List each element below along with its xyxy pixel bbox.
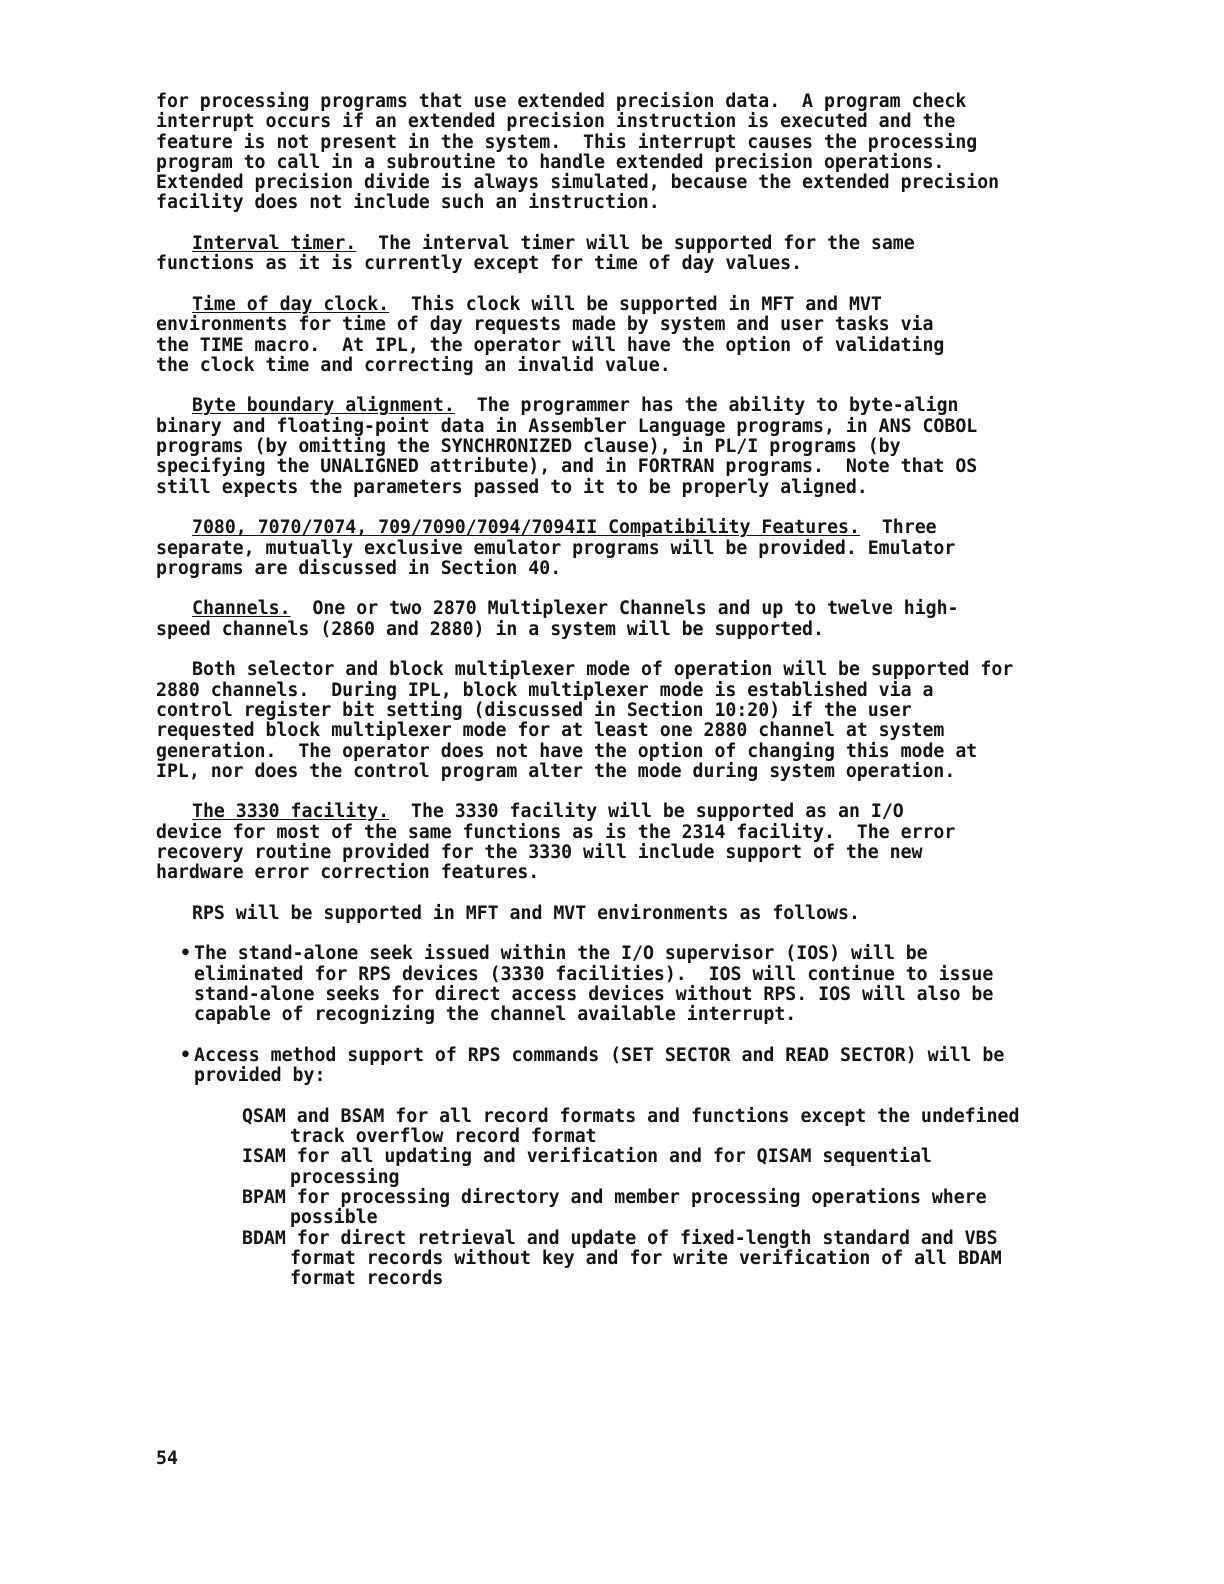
paragraph-interval-timer	[156, 234, 988, 275]
list-item-qsam-bsam: QSAM and BSAM for all record formats and functions except the undefined track overflow record format	[242, 1105, 1031, 1148]
paragraph-compatibility-features	[156, 518, 1016, 579]
body-interval-timer: The interval timer will be supported for the same functions as it is currently except for time of day values.	[156, 233, 926, 275]
body-time-of-day-clock: This clock will be supported in MFT and MVT environments for time of day requests made by system and user tasks via the TIME macro. At IPL, the operator will have the option of validating the clock time and correcting an invalid value.	[156, 293, 956, 376]
list-item-bdam: BDAM for direct retrieval and update of fixed-length standard and VBS format records without key and for write verification of all BDAM format records	[242, 1227, 1013, 1290]
bullet-icon: •	[180, 943, 191, 965]
body-byte-boundary-alignment: The programmer has the ability to byte-align binary and floating-point data in Assembler Language programs, in ANS COBOL programs (by omitting the SYNCHRONIZED clause), in PL/I programs (by specifying the UNALIGNED attribute), and in FORTRAN programs. Note that OS still expects the parameters passed to it to be properly aligned.	[156, 395, 989, 498]
paragraph-channels	[156, 599, 968, 640]
bullet-icon: •	[180, 1044, 191, 1066]
heading-compatibility-features: 7080, 7070/7074, 709/7090/7094/7094II Compatibility Features.	[192, 517, 860, 539]
list-item-isam: ISAM for all updating and verification and for QISAM sequential processing	[242, 1146, 943, 1188]
paragraph-rps-support: RPS will be supported in MFT and MVT environments as follows.	[192, 902, 860, 924]
page-number: 54	[156, 1448, 178, 1469]
heading-interval-timer: Interval timer.	[192, 233, 357, 255]
paragraph-time-of-day-clock	[156, 295, 968, 376]
heading-channels: Channels.	[192, 598, 291, 620]
bullet-text-stand-alone-seek: The stand-alone seek issued within the I/O supervisor (IOS) will be eliminated for RPS devices (3330 facilities). IOS will continue to issue stand-alone seeks for direct access devices without RPS. IOS will also be capable of recognizing the channel available interrupt.	[194, 943, 1005, 1026]
body-compatibility-features: Three separate, mutually exclusive emulator programs will be provided. Emulator programs are discussed in Section 40.	[156, 517, 967, 579]
heading-byte-boundary-alignment: Byte boundary alignment.	[192, 395, 455, 417]
access-method-list	[242, 1107, 1032, 1290]
document-page	[156, 92, 1036, 1290]
paragraph-selector-block-multiplexer: Both selector and block multiplexer mode of operation will be supported for 2880 channels. During IPL, block multiplexer mode is established via a control register bit setting (discussed in Section 10:20) if the user requested block multiplexer mode for at least one 2880 channel at system generation. The operator does not have the option of changing this mode at IPL, nor does the control program alter the mode during system operation.	[156, 659, 1025, 782]
heading-time-of-day-clock: Time of day clock.	[192, 293, 390, 315]
heading-3330-facility: The 3330 facility.	[192, 801, 390, 823]
paragraph-3330-facility	[156, 802, 978, 883]
bullet-item-access-method-support	[180, 1046, 1016, 1087]
body-channels: One or two 2870 Multiplexer Channels and up to twelve high-speed channels (2860 and 2880) in a system will be supported.	[156, 598, 959, 640]
paragraph-byte-boundary-alignment	[156, 395, 989, 498]
body-3330-facility: The 3330 facility will be supported as an I/O device for most of the same functions as is the 2314 facility. The error recovery routine provided for the 3330 will include support of the new hardware error correction features.	[156, 801, 967, 884]
bullet-item-stand-alone-seek	[180, 944, 1016, 1025]
paragraph-extended-precision: for processing programs that use extended precision data. A program check interrupt occurs if an extended precision instruction is executed and the feature is not present in the system. This interrupt causes the processing program to call in a subroutine to handle extended precision operations. Extended precision divide is always simulated, because the extended precision facility does not include such an instruction.	[156, 91, 1011, 214]
list-item-bpam: BPAM for processing directory and member processing operations where possible	[242, 1187, 998, 1229]
bullet-text-access-method-support: Access method support of RPS commands (SET SECTOR and READ SECTOR) will be provided by:	[194, 1044, 1016, 1087]
